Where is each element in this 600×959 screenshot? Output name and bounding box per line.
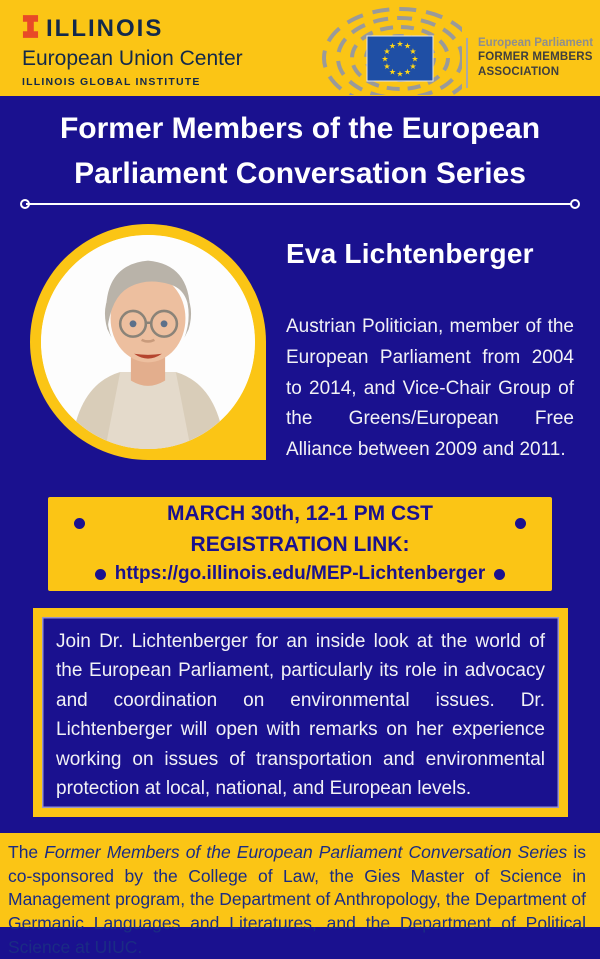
poster-title-line2: Parliament Conversation Series xyxy=(74,157,526,190)
poster-title xyxy=(0,106,600,196)
event-description-box xyxy=(33,608,568,817)
divider-line xyxy=(26,203,574,205)
eu-center-label: European Union Center xyxy=(22,47,243,70)
svg-text:★: ★ xyxy=(396,69,404,79)
speaker-bio: Austrian Politician, member of the European Parliament from 2004 to 2014, and Vice-Chair Group of the Greens/European Free Alliance between 2009 and 2011. xyxy=(286,316,574,461)
sponsor-text xyxy=(8,841,586,959)
svg-text:★: ★ xyxy=(381,54,389,64)
bullet-dot-top-right xyxy=(515,518,526,529)
hemicycle-eu-flag-icon xyxy=(300,3,462,95)
sponsor-text-series-name: Former Members of the European Parliament Conversation Series xyxy=(44,842,568,862)
speaker-portrait-illustration xyxy=(41,235,255,449)
svg-text:★: ★ xyxy=(388,67,397,77)
svg-text:★: ★ xyxy=(409,62,417,71)
event-datetime: MARCH 30th, 12-1 PM CST xyxy=(166,502,434,526)
divider-end-ring-right xyxy=(570,199,580,209)
ep-association-line3: ASSOCIATION xyxy=(478,65,560,78)
ep-association-line2: FORMER MEMBERS xyxy=(478,51,593,64)
svg-text:★: ★ xyxy=(403,67,412,77)
illinois-eu-center-logo xyxy=(22,14,243,88)
title-divider xyxy=(20,199,580,209)
svg-text:★: ★ xyxy=(409,47,417,56)
footer-band xyxy=(0,833,600,957)
logo-separator xyxy=(466,38,468,88)
svg-text:★: ★ xyxy=(388,41,397,51)
registration-link-label: REGISTRATION LINK: xyxy=(190,532,410,556)
bullet-dot-link-right xyxy=(494,569,505,580)
svg-text:★: ★ xyxy=(396,39,404,49)
registration-link[interactable]: https://go.illinois.edu/MEP-Lichtenberger xyxy=(114,563,486,585)
bullet-dot-link-left xyxy=(95,569,106,580)
event-description: Join Dr. Lichtenberger for an inside look at the world of the European Parliament, particularly its role in advocacy and coordination on environmental issues. Dr. Lichtenberger will open with remarks on her experience working on issues of transportation and environmental protection at local, national, and European levels. xyxy=(56,631,545,800)
illinois-wordmark: ILLINOIS xyxy=(46,15,164,42)
svg-text:★: ★ xyxy=(383,47,391,56)
poster-title-line1: Former Members of the European xyxy=(59,112,541,145)
ep-association-line1: European Parliament xyxy=(478,37,594,49)
sponsor-text-prefix: The xyxy=(8,842,45,862)
svg-text:★: ★ xyxy=(411,54,419,64)
speaker-name: Eva Lichtenberger xyxy=(286,238,534,269)
header-band xyxy=(0,0,600,96)
registration-box xyxy=(48,497,552,591)
illinois-block-i-icon xyxy=(22,14,39,44)
sponsor-text-suffix: is co-sponsored by the College of Law, the Gies Master of Science in Management program, the Department of Anthropology, the Department of Germanic Languages and Literatures, and the Department of Political Science at UIUC. xyxy=(8,842,586,957)
speaker-photo xyxy=(41,235,255,449)
ep-association-wordmark xyxy=(478,36,593,79)
svg-text:★: ★ xyxy=(383,62,391,71)
svg-text:★: ★ xyxy=(403,41,412,51)
global-institute-label: ILLINOIS GLOBAL INSTITUTE xyxy=(22,76,201,88)
speaker-photo-frame xyxy=(30,224,266,460)
bullet-dot-top-left xyxy=(74,518,85,529)
european-parliament-logo xyxy=(300,3,462,95)
